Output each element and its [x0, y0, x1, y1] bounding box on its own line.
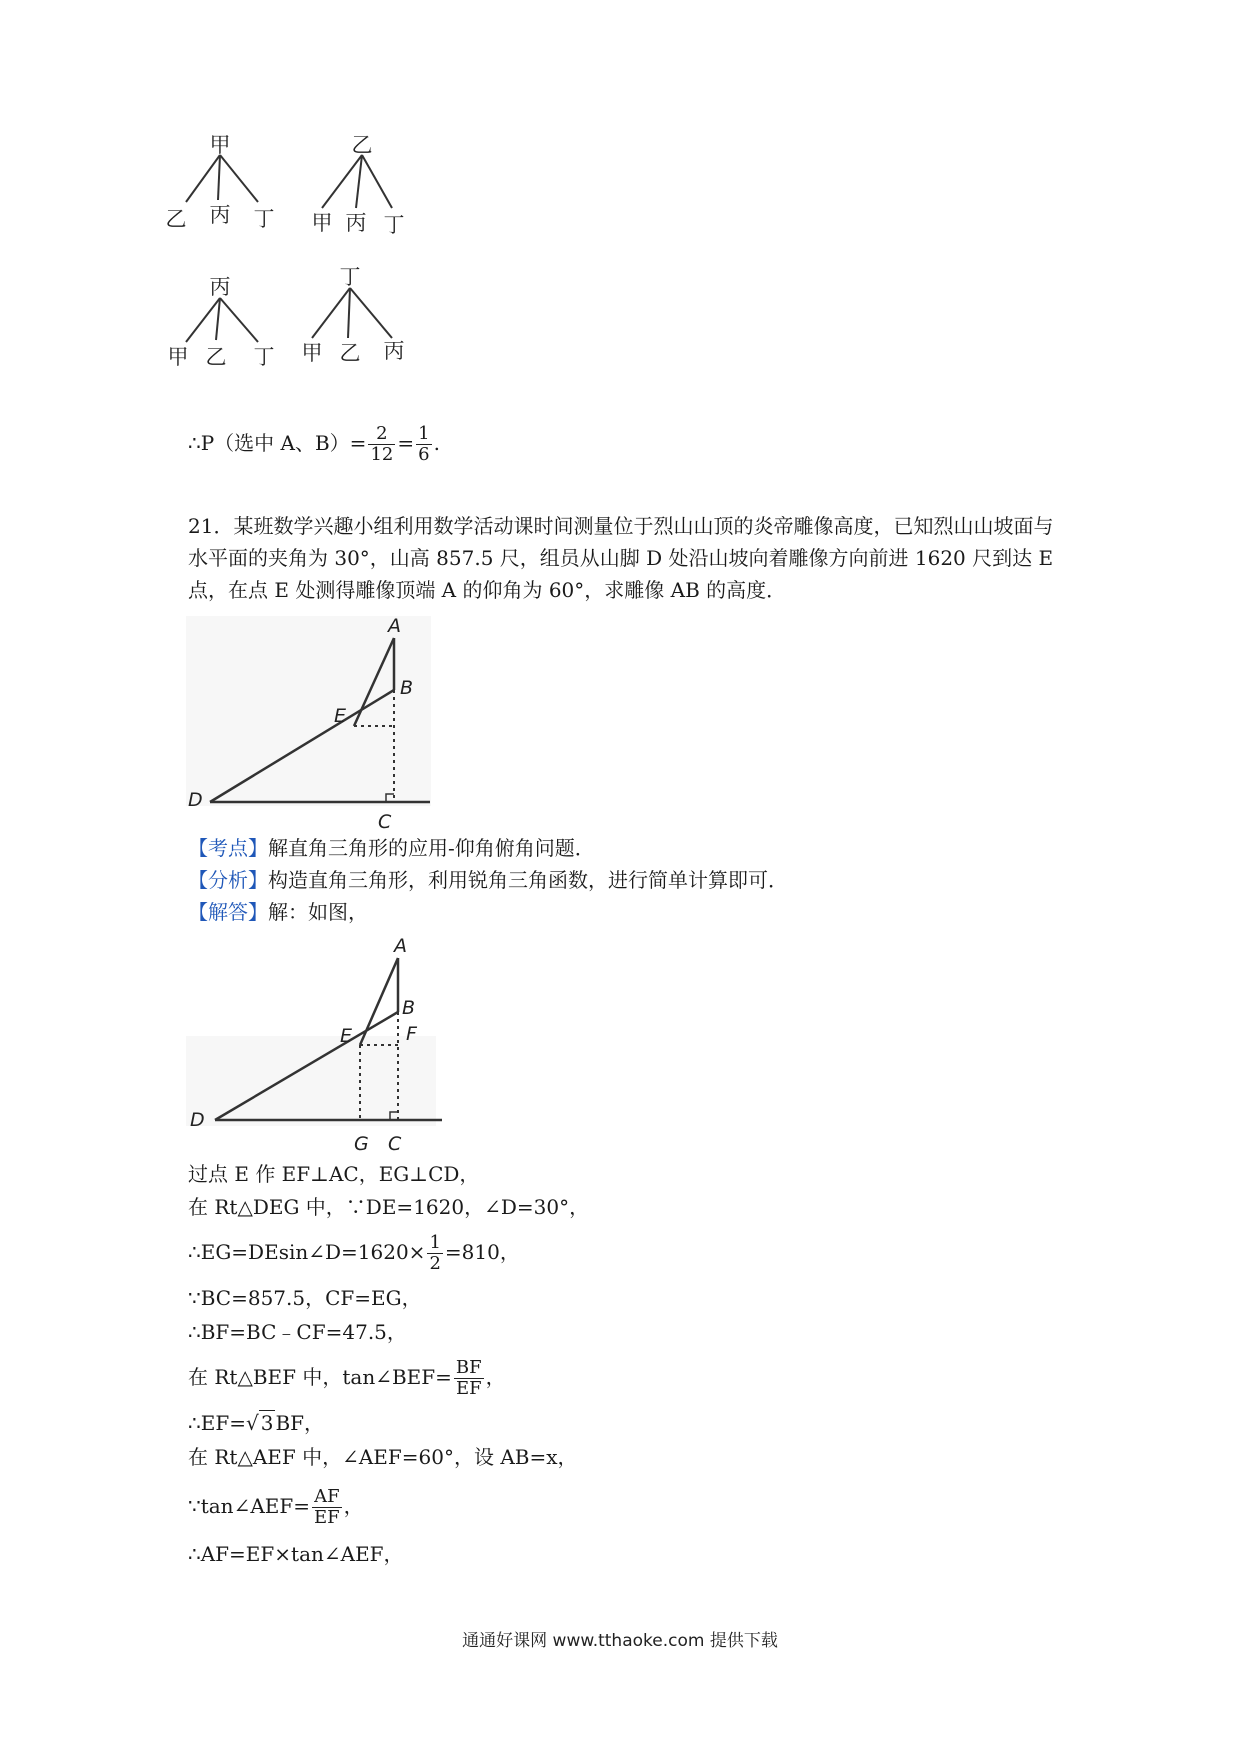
tree4-root: 丁	[339, 265, 361, 289]
figure-2-solution-diagram	[180, 930, 460, 1155]
fraction-2-12	[368, 424, 395, 465]
kaodian-line	[188, 834, 595, 862]
figure1-label-A: A	[388, 615, 401, 637]
figure-1-slope-diagram	[180, 610, 450, 833]
tree4-child-2: 乙	[339, 341, 361, 365]
tree2-child-3: 丁	[383, 213, 405, 237]
solution-line-7	[188, 1409, 324, 1437]
fraction-numerator: BF	[455, 1357, 482, 1378]
tree1-child-2: 丙	[209, 203, 231, 227]
equals-sign: =	[397, 431, 415, 455]
tree4-child-3: 丙	[383, 339, 405, 363]
jieda-text: 解：如图，	[268, 900, 368, 924]
solution-line-3	[188, 1233, 520, 1274]
sqrt-symbol: √	[245, 1411, 259, 1435]
solution-line-10: ∴AF=EF×tan∠AEF，	[188, 1542, 404, 1566]
fraction-numerator: 2	[368, 424, 395, 445]
fenxi-tag: 【分析】	[188, 868, 268, 892]
solution-line-6	[188, 1358, 506, 1399]
fraction-bf-ef	[454, 1358, 484, 1399]
fraction-denominator: 12	[370, 444, 394, 465]
tree1-child-3: 丁	[253, 207, 275, 231]
tree3-root: 丙	[209, 275, 231, 299]
tree2-child-1: 甲	[311, 211, 333, 235]
page-footer: 通通好课网 www.tthaoke.com 提供下载	[462, 1631, 778, 1651]
solution-line-9	[188, 1487, 364, 1528]
figure2-label-C: C	[388, 1133, 402, 1155]
figure1-label-D: D	[188, 789, 203, 811]
tree3-child-1: 甲	[167, 345, 189, 369]
fraction-1-2	[427, 1233, 442, 1274]
solution-line-5: ∴BF=BC﹣CF=47.5，	[188, 1320, 407, 1344]
tree3-child-2: 乙	[205, 345, 227, 369]
period: .	[433, 431, 440, 455]
tree4-child-1: 甲	[301, 341, 323, 365]
equation-text: ∵tan∠AEF=	[188, 1494, 311, 1518]
figure2-label-A: A	[394, 935, 407, 957]
equation-text: =810，	[444, 1240, 520, 1264]
equation-text: ∴EF=	[188, 1411, 246, 1435]
equation-text: 在 Rt△BEF 中，tan∠BEF=	[188, 1365, 452, 1389]
figure2-label-D: D	[190, 1109, 205, 1131]
fraction-denominator: 2	[429, 1253, 441, 1274]
figure1-label-B: B	[400, 677, 414, 699]
fraction-denominator: EF	[455, 1378, 482, 1399]
fraction-numerator: 1	[418, 423, 430, 444]
solution-line-1: 过点 E 作 EF⊥AC，EG⊥CD，	[188, 1162, 480, 1186]
kaodian-text: 解直角三角形的应用-仰角俯角问题．	[268, 836, 595, 860]
figure1-label-E: E	[334, 705, 347, 727]
figure2-label-B: B	[402, 997, 416, 1019]
probability-tree-diagrams	[165, 130, 480, 415]
fraction-denominator: EF	[314, 1507, 340, 1528]
tree2-child-2: 丙	[345, 211, 367, 235]
probability-line	[188, 424, 440, 465]
equation-text: ，	[485, 1365, 506, 1389]
fraction-denominator: 6	[418, 444, 430, 465]
fraction-numerator: 1	[429, 1232, 441, 1253]
solution-line-8: 在 Rt△AEF 中，∠AEF=60°，设 AB=x，	[188, 1445, 578, 1469]
tree1-child-1: 乙	[165, 207, 187, 231]
fraction-1-6	[416, 424, 431, 465]
fenxi-line	[188, 866, 788, 894]
figure2-label-E: E	[340, 1025, 353, 1047]
equation-text: BF，	[275, 1411, 325, 1435]
probability-prefix: ∴P（选中 A、B）=	[188, 431, 367, 455]
equation-text: ∴EG=DEsin∠D=1620×	[188, 1240, 426, 1264]
sqrt-radicand: 3	[260, 1411, 274, 1435]
fenxi-text: 构造直角三角形，利用锐角三角函数，进行简单计算即可．	[268, 868, 788, 892]
figure2-label-F: F	[406, 1023, 417, 1045]
solution-line-2: 在 Rt△DEG 中，∵DE=1620，∠D=30°，	[188, 1195, 590, 1219]
tree3-child-3: 丁	[253, 345, 275, 369]
equation-text: ，	[343, 1494, 364, 1518]
solution-line-4: ∵BC=857.5，CF=EG，	[188, 1286, 422, 1310]
tree2-root: 乙	[351, 133, 373, 157]
figure1-label-C: C	[378, 811, 392, 833]
fraction-af-ef	[312, 1487, 342, 1528]
jieda-line	[188, 898, 368, 926]
fraction-numerator: AF	[312, 1487, 342, 1508]
kaodian-tag: 【考点】	[188, 836, 268, 860]
figure2-label-G: G	[354, 1133, 369, 1155]
problem-21-text: 21．某班数学兴趣小组利用数学活动课时间测量位于烈山山顶的炎帝雕像高度，已知烈山山坡面与水平面的夹角为 30°，山高 857.5 尺，组员从山脚 D 处沿山坡向着雕像方向前进 1620 尺到达 E 点，在点 E 处测得雕像顶端 A 的仰角为 60°，求雕像 AB 的高度．	[188, 514, 1054, 602]
tree1-root: 甲	[209, 133, 231, 157]
jieda-tag: 【解答】	[188, 900, 268, 924]
